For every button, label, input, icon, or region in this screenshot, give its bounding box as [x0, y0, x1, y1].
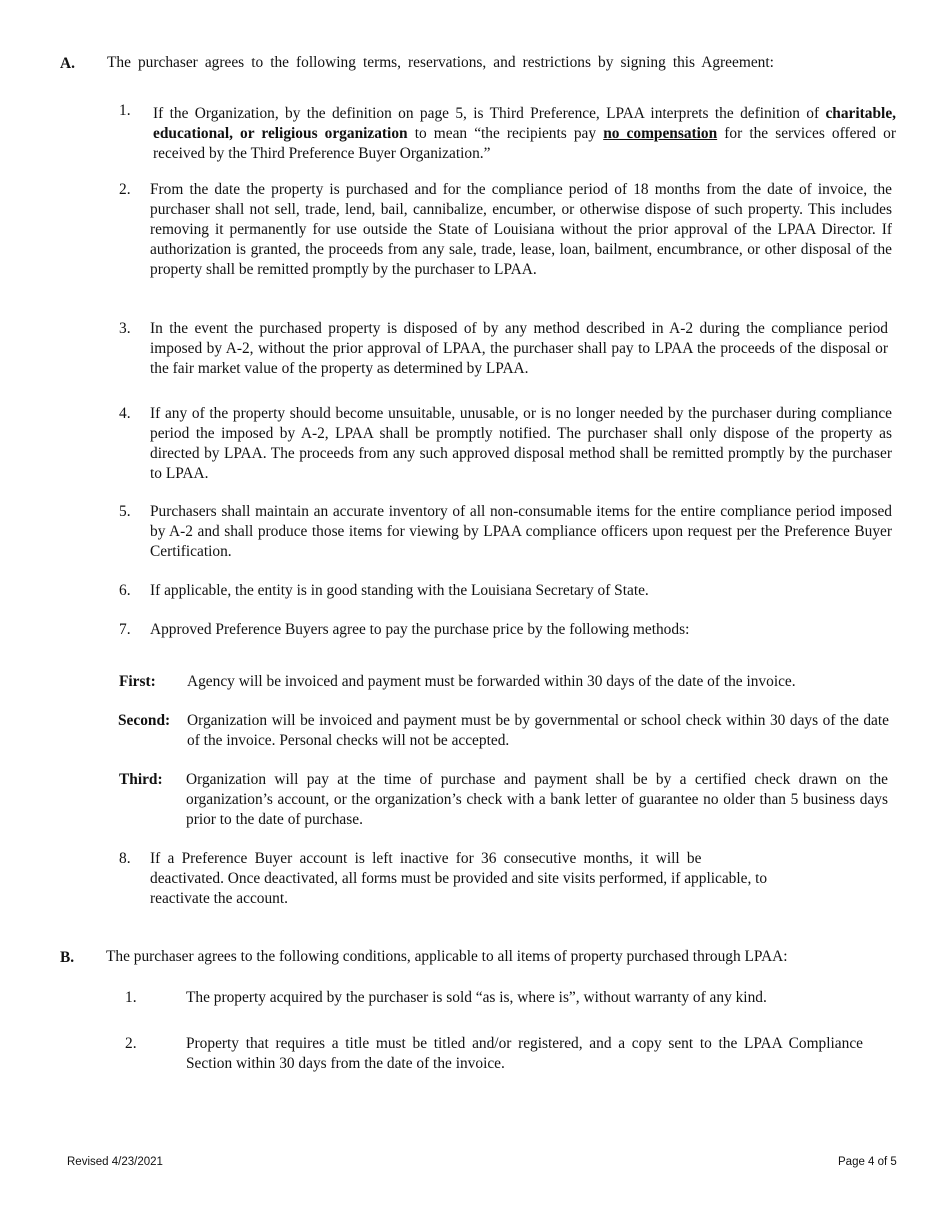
item-a6-text: If applicable, the entity is in good standing with the Louisiana Secretary of State.	[150, 582, 649, 599]
item-a2-text: From the date the property is purchased and for the compliance period of 18 months from the date of invoice, the purchaser shall not sell, trade, lend, bail, cannibalize, encumber, or otherwise dispose of such property. This includes removing it permanently for use outside the State of Louisiana without the prior approval of the LPAA Director. If authorization is granted, the proceeds from any sale, trade, lease, loan, bailment, encumbrance, or other disposal of the property shall be remitted promptly by the purchaser to LPAA.	[150, 181, 892, 278]
item-a1-text: If the Organization, by the definition on page 5, is Third Preference, LPAA interprets the definition of charitable, educational, or religious organization to mean “the recipients pay no compensation for the services offered or received by the Third Preference Buyer Organization.”	[153, 105, 896, 162]
item-a8-line-2: deactivated. Once deactivated, all forms must be provided and site visits performed, if applicable, to	[150, 870, 768, 887]
item-a1-number: 1.	[119, 102, 131, 119]
item-a7-text: Approved Preference Buyers agree to pay the purchase price by the following methods:	[150, 621, 690, 638]
item-a8-line-3: reactivate the account.	[150, 890, 289, 907]
item-a8-number: 8.	[119, 850, 131, 867]
payment-first-text: Agency will be invoiced and payment must be forwarded within 30 days of the date of the invoice.	[187, 673, 796, 690]
item-a5-text: Purchasers shall maintain an accurate inventory of all non-consumable items for the entire compliance period imposed by A-2 and shall produce those items for viewing by LPAA compliance officers upon request per the Preference Buyer Certification.	[150, 503, 892, 560]
payment-second-text: Organization will be invoiced and payment must be by governmental or school check within 30 days of the date of the invoice. Personal checks will not be accepted.	[187, 712, 889, 749]
payment-first-label: First:	[119, 673, 156, 690]
section-a-intro: The purchaser agrees to the following terms, reservations, and restrictions by signing this Agreement:	[107, 54, 774, 71]
item-a2-number: 2.	[119, 181, 131, 198]
payment-third-label: Third:	[119, 771, 163, 788]
item-a4-text: If any of the property should become unsuitable, unusable, or is no longer needed by the purchaser during compliance period the imposed by A-2, LPAA shall be promptly notified. The purchaser shall only dispose of the property as directed by LPAA. The proceeds from any such approved disposal method shall be remitted promptly by the purchaser to LPAA.	[150, 405, 892, 482]
item-b2-number: 2.	[125, 1035, 137, 1052]
section-b-intro: The purchaser agrees to the following conditions, applicable to all items of property purchased through LPAA:	[106, 948, 788, 965]
item-a1-bold-term: charitable, educational, or religious organization	[153, 105, 896, 142]
item-b2-text: Property that requires a title must be titled and/or registered, and a copy sent to the LPAA Compliance Section within 30 days from the date of the invoice.	[186, 1035, 863, 1072]
item-a5-number: 5.	[119, 503, 131, 520]
item-b1-number: 1.	[125, 989, 137, 1006]
payment-third-text: Organization will pay at the time of purchase and payment shall be by a certified check drawn on the organization’s account, or the organization’s check with a bank letter of guarantee no older than 5 business days prior to the date of purchase.	[186, 771, 888, 828]
item-b1-text: The property acquired by the purchaser is sold “as is, where is”, without warranty of any kind.	[186, 989, 767, 1006]
item-a4-number: 4.	[119, 405, 131, 422]
footer-revised-date: Revised 4/23/2021	[67, 1156, 163, 1168]
payment-second-label: Second:	[118, 712, 171, 729]
footer-page-number: Page 4 of 5	[838, 1156, 897, 1168]
section-b-letter: B.	[60, 949, 75, 966]
item-a8-line-1: If a Preference Buyer account is left inactive for 36 consecutive months, it will be	[150, 850, 702, 867]
item-a6-number: 6.	[119, 582, 131, 599]
item-a7-number: 7.	[119, 621, 131, 638]
item-a1-no-compensation: no compensation	[603, 125, 718, 142]
item-a3-text: In the event the purchased property is disposed of by any method described in A-2 during the compliance period imposed by A-2, without the prior approval of LPAA, the purchaser shall pay to LPAA the proceeds of the disposal or the fair market value of the property as determined by LPAA.	[150, 320, 888, 377]
section-a-letter: A.	[60, 55, 75, 72]
item-a3-number: 3.	[119, 320, 131, 337]
